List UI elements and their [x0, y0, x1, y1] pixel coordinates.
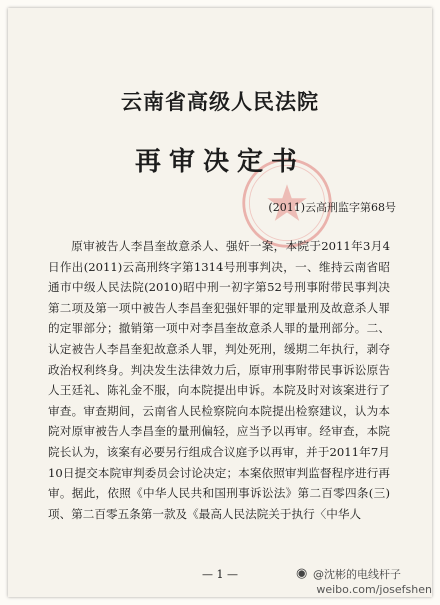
watermark-handle: @沈彬的电线杆子: [313, 568, 401, 581]
body-paragraph: 原审被告人李昌奎故意杀人、强奸一案，本院于2011年3月4日作出(2011)云高刑终字第1314号刑事判决，一、维持云南省昭通市中级人民法院(2010)昭中刑一初字第52号刑事附带民事判决第二项及第一项中被告人李昌奎犯强奸罪的定罪量刑及故意杀人罪的定罪部分；撤销第一项中对李昌奎故意杀人罪的量刑部分。二、认定被告人李昌奎犯故意杀人罪，判处死刑，缓期二年执行，剥夺政治权利终身。判决发生法律效力后，原审刑事附带民事诉讼原告人王廷礼、陈礼金不服，向本院提出申诉。本院及时对该案进行了审查。审查期间，云南省人民检察院向本院提出检察建议，认为本院对原审被告人李昌奎的量刑偏轻，应当予以再审。经审查，本院院长认为，该案有必要另行组成合议庭予以再审，并于2011年7月10日提交本院审判委员会讨论决定；本案依照审判监督程序进行再审。据此，依照《中华人民共和国刑事诉讼法》第二百零四条(三)项、第二百零五条第一款及《最高人民法院关于执行〈中华人: [48, 239, 390, 521]
weibo-icon: ◉: [296, 566, 308, 581]
page-number: — 1 —: [202, 568, 238, 581]
document-body: [48, 236, 390, 524]
document-number: (2011)云高刑监字第68号: [268, 201, 396, 214]
watermark-url: weibo.com/josefshen: [316, 583, 432, 596]
document-title: 再审决定书: [134, 147, 305, 177]
document-page: [8, 8, 432, 597]
court-name: 云南省高级人民法院: [121, 89, 319, 114]
